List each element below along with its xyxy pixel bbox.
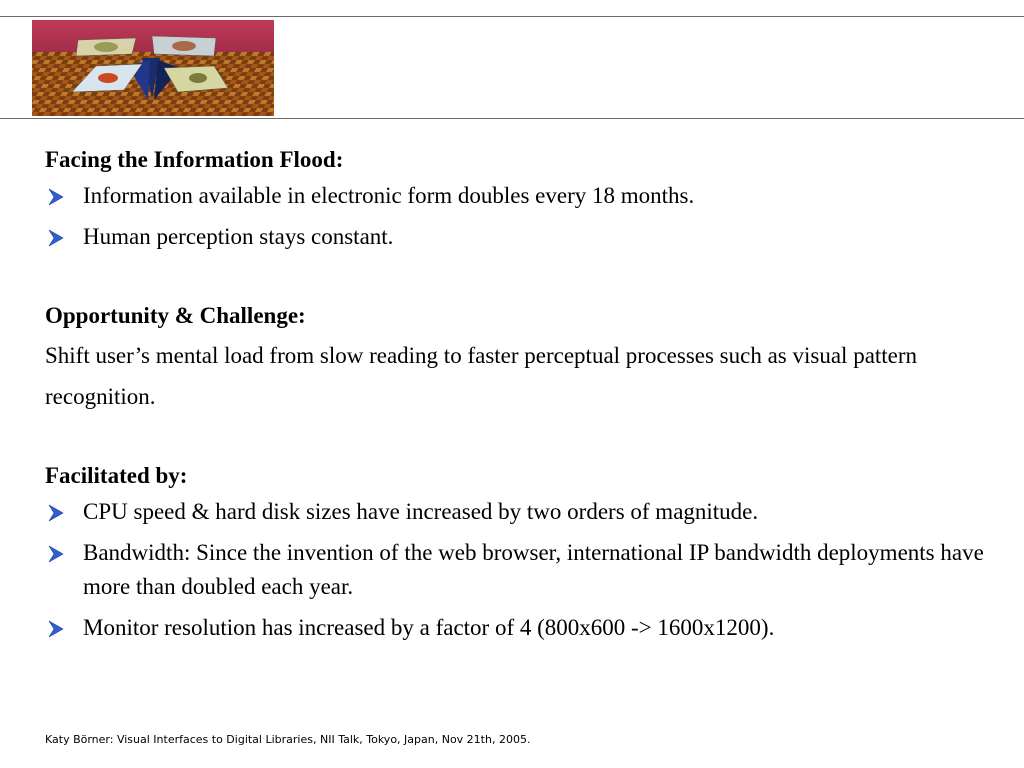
header-rule	[0, 118, 1024, 119]
bullet-item	[45, 220, 985, 254]
section-heading-facilitated: Facilitated by:	[45, 463, 188, 488]
arrow-bullet-icon	[47, 545, 65, 563]
bullet-item	[45, 611, 985, 645]
bullet-list-facilitated	[45, 495, 985, 645]
slide-footer: Katy Börner: Visual Interfaces to Digital Libraries, NII Talk, Tokyo, Japan, Nov 21th, 2005.	[45, 733, 531, 746]
arrow-bullet-icon	[47, 620, 65, 638]
arrow-bullet-icon	[47, 188, 65, 206]
spacer	[45, 417, 985, 457]
top-rule	[0, 16, 1024, 17]
bullet-text: Information available in electronic form doubles every 18 months.	[83, 183, 695, 208]
bullet-item	[45, 536, 985, 604]
bullet-text: Human perception stays constant.	[83, 224, 394, 249]
bullet-text: Monitor resolution has increased by a factor of 4 (800x600 -> 1600x1200).	[83, 615, 775, 640]
bullet-item	[45, 495, 985, 529]
section-heading-opportunity: Opportunity & Challenge:	[45, 303, 306, 328]
slide-content	[45, 141, 985, 652]
bullet-text: Bandwidth: Since the invention of the web browser, international IP bandwidth deployments have more than doubled each year.	[83, 540, 984, 599]
section-heading-information-flood: Facing the Information Flood:	[45, 147, 344, 172]
section-paragraph-opportunity: Shift user’s mental load from slow reading to faster perceptual processes such as visual pattern recognition.	[45, 343, 918, 409]
bullet-item	[45, 179, 985, 213]
spacer	[45, 261, 985, 297]
bullet-text: CPU speed & hard disk sizes have increased by two orders of magnitude.	[83, 499, 759, 524]
arrow-bullet-icon	[47, 229, 65, 247]
arrow-bullet-icon	[47, 504, 65, 522]
header-image	[32, 20, 274, 116]
bullet-list-information-flood	[45, 179, 985, 254]
